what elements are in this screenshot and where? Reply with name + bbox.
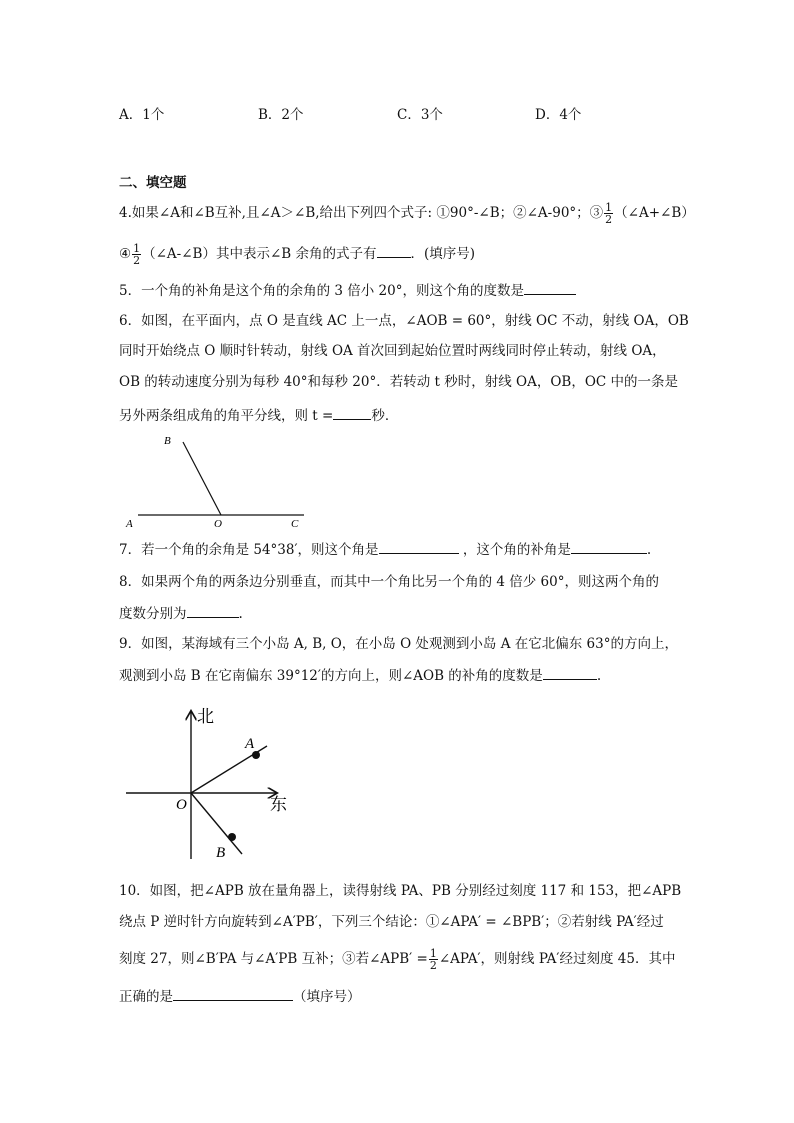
question-9-line-2 [119,665,601,686]
q10-text-end: （填序号） [293,989,361,1005]
question-10-line-3 [119,948,675,971]
q6-text-4: 另外两条组成角的角平分线，则 t = [119,408,334,424]
answer-blank[interactable] [379,539,459,554]
east-label: 东 [270,795,287,815]
label-b: B [216,845,226,861]
angle-aob-figure [118,430,318,532]
choice-c: C．3个 [397,107,443,123]
label-a: A [245,736,255,752]
label-a: A [126,518,133,530]
answer-blank[interactable] [571,539,647,554]
label-b: B [164,435,171,447]
q4-text-2: （∠A-∠B）其中表示∠B 余角的式子有 [142,246,377,262]
question-4-line-2 [119,243,475,266]
q7-text: 7．若一个角的余角是 54°38′，则这个角是 [119,542,379,558]
q7-text-end: . [646,542,652,558]
question-8-line-2 [119,603,243,624]
q7-text-mid: ，这个角的补角是 [462,542,571,558]
q10-text-3-end: ∠APA′，则射线 PA′经过刻度 45．其中 [438,951,676,967]
label-o: O [176,797,187,813]
island-a-dot [252,751,260,759]
choice-d: D．4个 [535,107,582,123]
q4-circle-4: ④ [119,246,132,262]
answer-blank[interactable] [543,665,597,680]
q6-text-end: 秒． [371,408,399,424]
label-o: O [214,518,222,530]
island-b-dot [228,833,236,841]
question-6-line-3: OB 的转动速度分别为每秒 40°和每秒 20°．若转动 t 秒时，射线 OA，OB，OC 中的一条是 [119,374,679,390]
question-7 [119,539,651,560]
fraction-one-half: $\frac{1}{2}$ [133,242,141,267]
q4-text-end: ．(填序号) [410,246,476,262]
q9-text-2: 观测到小岛 B 在它南偏东 39°12′的方向上，则∠AOB 的补角的度数是 [119,668,543,684]
answer-blank[interactable] [524,280,576,295]
question-10-line-2: 绕点 P 逆时针方向旋转到∠A′PB′，下列三个结论：①∠APA′ = ∠BPB′；②若射线 PA′经过 [119,914,664,930]
question-9-line-1: 9．如图，某海域有三个小岛 A, B, O，在小岛 O 处观测到小岛 A 在它北偏东 63°的方向上， [119,636,678,652]
answer-blank[interactable] [187,603,239,618]
question-6-line-4 [119,405,398,426]
answer-blank[interactable] [173,986,293,1001]
choice-b: B．2个 [258,107,304,123]
question-10-line-4 [119,986,361,1007]
question-6-line-1: 6．如图，在平面内，点 O 是直线 AC 上一点，∠AOB = 60°，射线 OC 不动，射线 OA，OB [119,313,689,329]
north-label: 北 [197,707,214,727]
section-title: 二、填空题 [119,175,187,191]
answer-blank[interactable] [333,405,371,420]
ray-ob [183,442,221,515]
label-c: C [291,518,299,530]
question-8-line-1: 8．如果两个角的两条边分别垂直，而其中一个角比另一个角的 4 倍少 60°，则这两个角的 [119,574,659,590]
q4-text: 4.如果∠A和∠B互补,且∠A＞∠B,给出下列四个式子: ①90°-∠B；②∠A-90°；③ [119,205,604,221]
q4-text-tail: （∠A+∠B） [614,205,695,221]
island-bearing-figure [124,702,294,867]
q9-text-end: . [596,668,602,684]
choice-a: A．1个 [119,107,165,123]
q10-text-3: 刻度 27，则∠B′PA 与∠A′PB 互补；③若∠APB′ = [119,951,428,967]
q5-text: 5．一个角的补角是这个角的余角的 3 倍小 20°，则这个角的度数是 [119,283,524,299]
answer-blank[interactable] [377,243,411,258]
question-10-line-1: 10．如图，把∠APB 放在量角器上，读得射线 PA、PB 分别经过刻度 117 和 153，把∠APB [119,883,682,899]
q8-text-end: . [238,606,243,622]
fraction-one-half: $\frac{1}{2}$ [429,947,437,972]
question-5 [119,280,576,301]
q10-text-4: 正确的是 [119,989,173,1005]
question-4-line-1 [119,202,695,225]
q8-text-2: 度数分别为 [119,606,187,622]
fraction-one-half: $\frac{1}{2}$ [605,201,613,226]
question-6-line-2: 同时开始绕点 O 顺时针转动，射线 OA 首次回到起始位置时两线同时停止转动，射线 OA， [119,343,666,359]
